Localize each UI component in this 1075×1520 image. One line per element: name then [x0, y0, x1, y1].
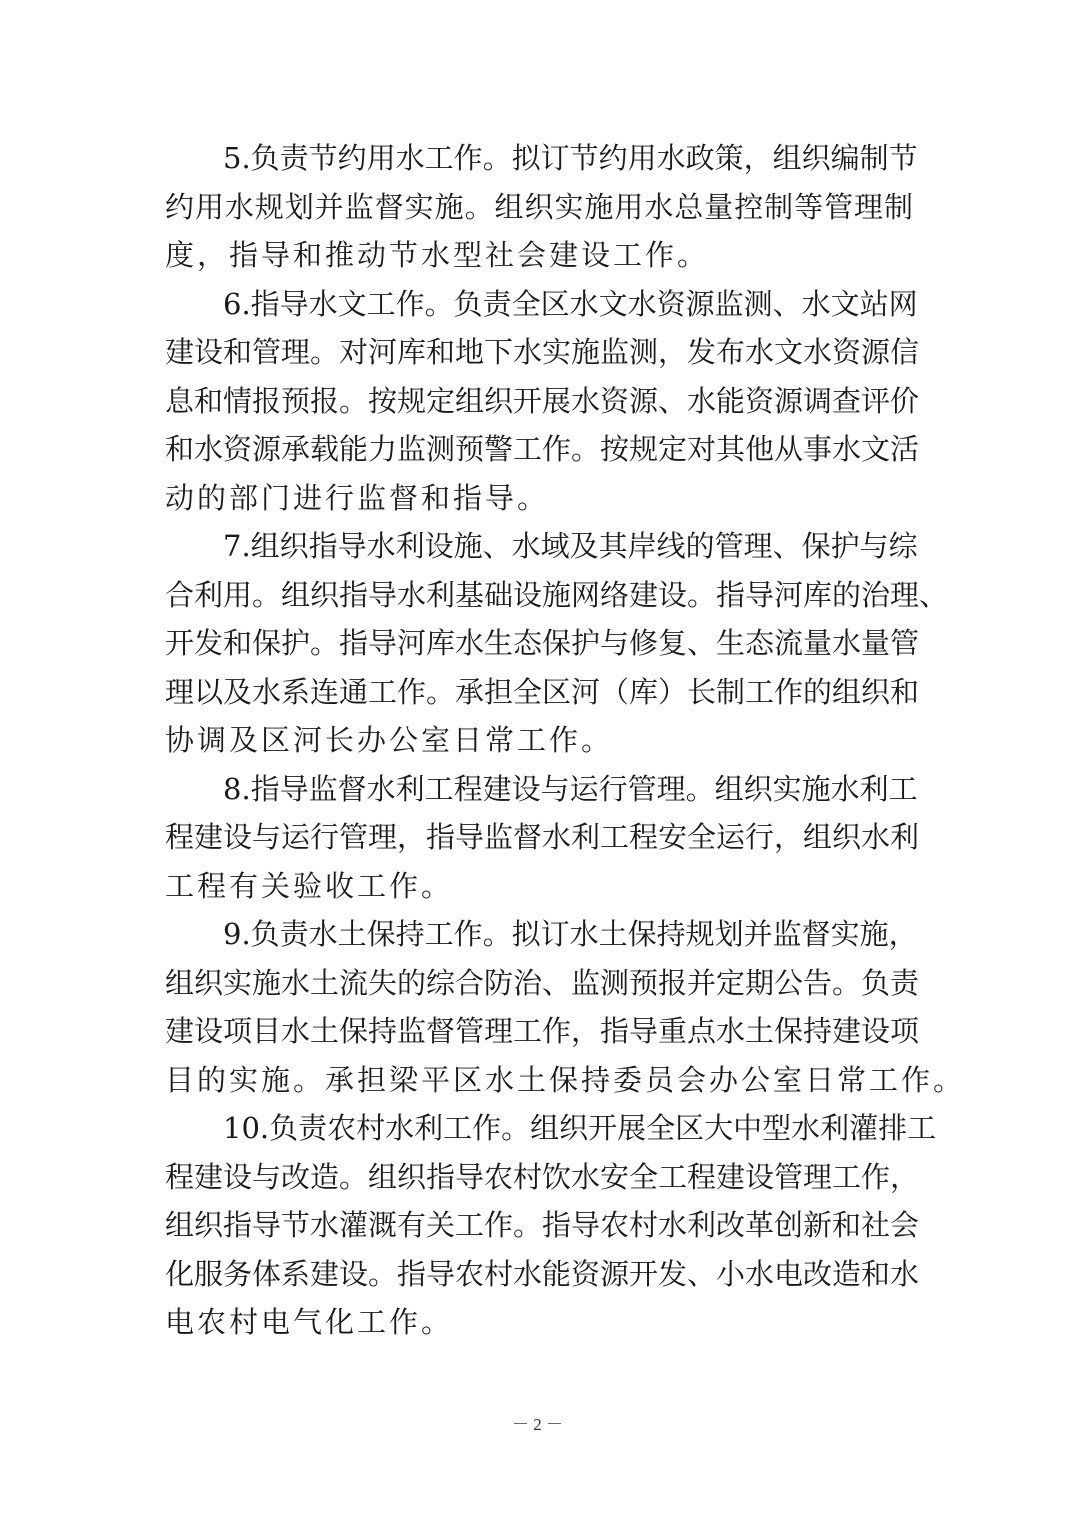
paragraph-9	[165, 910, 966, 1104]
text-line: 8.指导监督水利工程建设与运行管理。组织实施水利工	[223, 771, 918, 806]
text-line: 理以及水系连通工作。承担全区河（库）长制工作的组织和	[165, 674, 920, 709]
text-line: 动的部门进行监督和指导。	[165, 480, 550, 515]
paragraph-6	[165, 280, 920, 523]
paragraph-7	[165, 522, 949, 765]
text-line: 5.负责节约用水工作。拟订节约用水政策，组织编制节	[223, 141, 918, 175]
text-line: 7.组织指导水利设施、水域及其岸线的管理、保护与综	[223, 529, 918, 563]
page-number: － 2 －	[512, 1415, 563, 1434]
text-line: 化服务体系建设。指导农村水能资源开发、小水电改造和水	[165, 1256, 920, 1291]
text-line: 9.负责水土保持工作。拟订水土保持规划并监督实施，	[223, 917, 918, 951]
text-line: 约用水规划并监督实施。组织实施用水总量控制等管理制	[165, 189, 913, 224]
text-line: 6.指导水文工作。负责全区水文水资源监测、水文站网	[223, 286, 918, 321]
text-line: 程建设与运行管理，指导监督水利工程安全运行，组织水利	[165, 820, 920, 854]
text-line: 开发和保护。指导河库水生态保护与修复、生态流量水量管	[165, 626, 920, 660]
text-line: 组织实施水土流失的综合防治、监测预报并定期公告。负责	[165, 965, 920, 1000]
paragraph-10	[165, 1104, 937, 1347]
text-line: 和水资源承载能力监测预警工作。按规定对其他从事水文活	[165, 432, 920, 466]
text-line: 合利用。组织指导水利基础设施网络建设。指导河库的治理、	[165, 577, 949, 612]
text-line: 电农村电气化工作。	[165, 1305, 454, 1339]
document-body	[165, 134, 966, 1347]
text-line: 息和情报预报。按规定组织开展水资源、水能资源调查评价	[165, 383, 920, 418]
paragraph-5	[165, 134, 918, 280]
text-line: 度，指导和推动节水型社会建设工作。	[165, 238, 710, 272]
text-line: 目的实施。承担梁平区水土保持委员会办公室日常工作。	[165, 1062, 966, 1097]
text-line: 建设项目水土保持监督管理工作，指导重点水土保持建设项	[165, 1014, 920, 1048]
text-line: 10.负责农村水利工作。组织开展全区大中型水利灌排工	[223, 1111, 937, 1145]
text-line: 建设和管理。对河库和地下水实施监测，发布水文水资源信	[165, 335, 920, 369]
text-line: 协调及区河长办公室日常工作。	[165, 723, 614, 757]
text-line: 工程有关验收工作。	[165, 868, 454, 903]
paragraph-8	[165, 765, 920, 911]
text-line: 组织指导节水灌溉有关工作。指导农村水利改革创新和社会	[165, 1208, 920, 1242]
text-line: 程建设与改造。组织指导农村饮水安全工程建设管理工作，	[165, 1159, 920, 1194]
